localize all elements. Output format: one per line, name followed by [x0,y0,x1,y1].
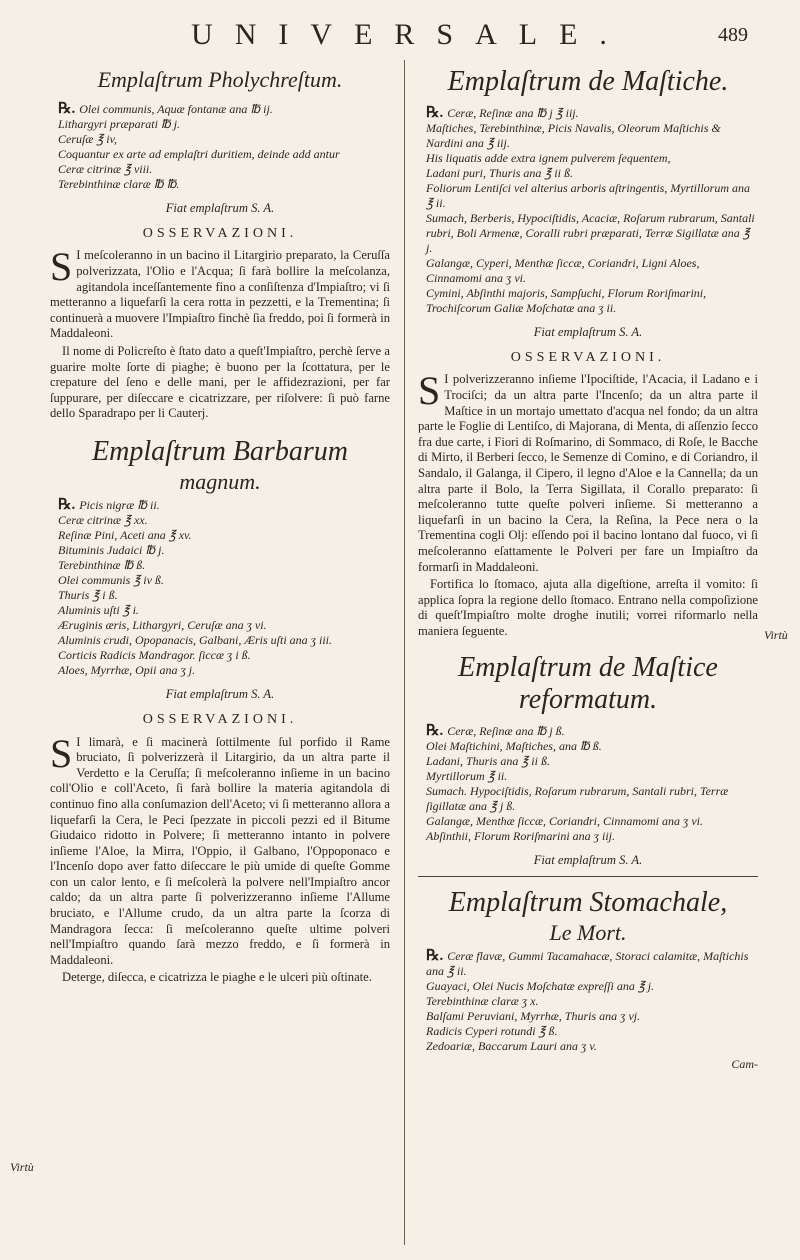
ingredient-line: Galangæ, Menthæ ſiccæ, Coriandri, Cinnamomi ana ʒ vi. [426,813,703,828]
ingredient-line: Ladani puri, Thuris ana ℥ ii ß. [426,166,573,180]
ingredient-line: Aluminis crudi, Opopanacis, Galbani, Æris uſti ana ʒ iii. [58,633,333,648]
drop-cap: S [418,368,441,414]
recipe-title: Emplaſtrum de Maſtiche. [447,66,729,97]
ingredient-line: Cymini, Abſinthi majoris, Sampſuchi, Florum Roriſmarini, Trochiſcorum Galiæ Moſchatæ ana ʒ ii. [426,286,707,315]
recipe-ingredients [418,106,758,316]
ingredient-line: Aloes, Myrrhæ, Opii ana ʒ j. [58,663,196,678]
paragraph: Fortifica lo ſtomaco, ajuta alla digeſtione, arreſta il vomito: ſi applica ſopra la regione dello ſtomaco. Entrano nella compoſizione di queſt'Impiaſtro molte droghe inutili; vorrei riformarlo nella maniera ſeguente. [418,577,758,638]
ingredient-line: Æruginis æris, Lithargyri, Ceruſæ ana ʒ vi. [58,618,267,633]
ingredient-line: Ceræ citrinæ ℥ viii. [58,162,153,176]
fiat-line: Fiat emplaſtrum S. A. [165,687,275,702]
recipe-ingredients [50,102,390,192]
ingredient-line: Sumach. Hypociſtidis, Roſarum rubrarum, Santali rubri, Terræ ſigillatæ ana ℥ j ß. [426,783,729,813]
ingredient-line: Galangæ, Cyperi, Menthæ ſiccæ, Coriandri, Ligni Aloes, Cinnamomi ana ʒ vi. [426,256,700,285]
ingredient-line: Myrtillorum ℥ ii. [426,768,508,783]
recipe-ingredients [418,949,758,1054]
recipe-ingredients [418,724,758,844]
ingredient-line: Aluminis uſti ℥ i. [58,603,139,618]
ingredient-line: Coquantur ex arte ad emplaſtri duritiem, deinde add antur [58,147,340,161]
recipe-title: Emplaſtrum Stomachale, [448,886,728,918]
ingredient-line: Terebinthinæ claræ ʒ x. [426,993,539,1008]
recipe-title: Emplaſtrum Barbarum [92,435,348,467]
ingredient-line: Bituminis Judaici ℔ j. [58,543,165,558]
ingredient-line: Ceræ citrinæ ℥ xx. [58,513,148,528]
fiat-line: Fiat emplaſtrum S. A. [533,852,643,867]
ingredient-line: Olei communis ℥ iv ß. [58,573,164,588]
ingredient-line: Radicis Cyperi rotundi ℥ ß. [426,1023,558,1038]
drop-cap: S [50,730,73,776]
recipe-symbol-icon: ℞. [58,497,76,514]
ingredient-line: Ceruſæ ℥ iv, [58,132,118,146]
ingredient-line: Zedoariæ, Baccarum Lauri ana ʒ v. [426,1038,597,1053]
fiat-line: Fiat emplaſtrum S. A. [165,201,275,215]
margin-note: Virtù [10,1160,34,1174]
ingredient-line: ℞. Ceræ, Reſinæ ana ℔ j ℥ iij. [426,105,579,121]
recipe-title: Emplaſtrum de Maſtice reformatum. [458,651,718,715]
ingredient-line: Thuris ℥ i ß. [58,588,118,603]
observations-heading: OSSERVAZIONI. [142,712,298,728]
observations-text: S I limarà, e ſi macinerà ſottilmente ſul porfido il Rame bruciato, ſi polverizzerà il Litargirio, da un altra parte il Verdetto e la Ceruſſa; ſi meſcoleranno inſieme in un bacino coll'Olio e coll'Aceto, ſi farà bollire la materia agitandola di continuo fino alla conſumazion dell'Aceto; vi ſi metteranno allora a liquefarſi la Cera, le Peci ſpezzate in piccoli pezzi ed il Bitume Giudaico ridotto in Polvere; ſi metteranno intanto in polvere inſieme l'Aloe, la Mirra, l'Oppio, il Galbano, l'Oppoponaco e l'Incenſo dopo aver fatto diſeccare le più umide di queſte Gomme con un calor lento, e ſi meſcolerà la polvere nell'Impiaſtro ancor caldo; da un altra parte ſi polverizzeranno inſieme l'Allume bruciato, e l'Allume crudo, da un altra parte la ſcorza di Mandragora ſecca: ſi meſcoleranno queſte ultime polveri nell'Impiaſtro quando ſarà mezzo freddo, e ſi formerà in Maddaleoni. Deterge, diſecca, e cicatrizza le piaghe e le ulceri più oſtinate. [50,730,390,985]
margin-note: Virtù [764,628,788,642]
paragraph: Il nome di Policreſto è ſtato dato a queſt'Impiaſtro, perchè ſerve a guarire molte ſorte di piaghe; è buono per la ſcottatura, per le crepature del ſeno e delle mani, per le affidezrazioni, per far ſuppurare, per diſeccare e cicatrizzare, per riſolvere: ſi può farne dello Sparadrapo per li Cauterj. [50,343,390,421]
ingredient-line: Corticis Radicis Mandragor. ſiccæ ʒ i ß. [58,648,251,663]
ingredient-line: Terebinthinæ ℔ ß. [58,558,146,573]
observations-text: S I polverizzeranno inſieme l'Ipociſtide, l'Acacia, il Ladano e i Trociſci; da un altra parte l'Incenſo; da un altra parte il Maſtice in un mortajo umettato d'acqua nel fondo; da un altra parte le Foglie di Lentiſco, di Majorana, di Menta, di aſſenzio ſecco fra due carte, i Fiori di Roſmarino, di Sommaco, di Roſe, le Bacche di Mirto, il Berberi ſecco, le Semenze di Comino, e di Coriandro, il Sandalo, il Galanga, il Cipero, il legno d'Aloe e la Cannella; da un altra parte il Bolo, la Terra Sigillata, il Corallo preparato: ſi meſcoleranno tutte queſte polveri inſieme. Si metteranno a liquefarſi in un bacino la Cera, la Reſina, la Pece nera o la Trementina cogli Olj: eſſendo poi il bacino lontano dal fuoco, vi ſi meſcoleranno eſattamente le Polveri per fare un Impiaſtro da formarſi in Maddaleoni. Fortifica lo ſtomaco, ajuta alla digeſtione, arreſta il vomito: ſi applica ſopra la regione dello ſtomaco. Entrano nella compoſizione di queſt'Impiaſtro molte droghe inutili; vorrei riformarlo nella maniera ſeguente. [418,368,758,638]
ingredient-line: Maſtiches, Terebinthinæ, Picis Navalis, Oleorum Maſtichis & Nardini ana ℥ iij. [426,121,721,150]
ingredient-line: Sumach, Berberis, Hypociſtidis, Acaciæ, Roſarum rubrarum, Santali rubri, Boli Armenæ, Coralli rubri præparati, Terræ Sigillatæ ana ℥ j. [426,211,755,255]
ingredient-line: Olei Maſtichini, Maſtiches, ana ℔ ß. [426,738,602,753]
recipe-symbol-icon: ℞. [58,101,76,117]
ingredient-line: Abſinthii, Florum Roriſmarini ana ʒ iij. [426,828,615,843]
section-rule [418,876,758,877]
right-column [418,60,758,1072]
recipe-ingredients [50,498,390,678]
ingredient-line: Balſami Peruviani, Myrrhæ, Thuris ana ʒ vj. [426,1008,641,1023]
ingredient-line: Terebinthinæ claræ ℔ ℔. [58,177,180,191]
column-divider [404,60,405,1245]
recipe-symbol-icon: ℞. [426,947,444,964]
page-number: 489 [718,24,748,46]
ingredient-line: Foliorum Lentiſci vel alterius arboris aſtringentis, Myrtillorum ana ℥ ii. [426,181,750,210]
fiat-line: Fiat emplaſtrum S. A. [533,325,643,339]
ingredient-line: ℞. Ceræ flavæ, Gummi Tacamahacæ, Storaci calamitæ, Maſtichis ana ℥ ii. [426,947,749,978]
ingredient-line: Guayaci, Olei Nucis Moſchatæ expreſſi ana ℥ j. [426,978,655,993]
ingredient-line: ℞. Picis nigræ ℔ ii. [58,497,160,514]
recipe-title: Emplaſtrum Pholychreſtum. [97,67,343,92]
ingredient-line: Lithargyri præparati ℔ j. [58,117,181,131]
recipe-subtitle: Le Mort. [549,919,627,945]
ingredient-line: His liquatis adde extra ignem pulverem ſequentem, [426,151,671,165]
observations-text: S I meſcoleranno in un bacino il Litargirio preparato, la Ceruſſa polverizzata, l'Olio e l'Acqua; ſi farà bollire la meſcolanza, agitandola inceſſantemente fino a conſiſtenza d'Impiaſtro; vi ſi metteranno a liquefarſi la cera rotta in pezzetti, e la Trementina; ſi continuerà a muovere l'Impiaſtro finchè ſia freddo, poi ſi formerà in Maddaleoni. Il nome di Policreſto è ſtato dato a queſt'Impiaſtro, perchè ſerve a guarire molte ſorte di piaghe; è buono per la ſcottatura, per le crepature del ſeno e delle mani, per le affidezrazioni, per far ſuppurare, per diſeccare e cicatrizzare, per riſolvere: ſi può farne dello Sparadrapo per li Cauterj. [50,244,390,421]
catchword: Cam- [731,1056,758,1071]
paragraph: Deterge, diſecca, e cicatrizza le piaghe e le ulceri più oſtinate. [62,970,372,985]
ingredient-line: ℞. Ceræ, Reſinæ ana ℔ j ß. [426,722,565,739]
recipe-symbol-icon: ℞. [426,105,444,121]
ingredient-line: Reſinæ Pini, Aceti ana ℥ xv. [58,528,192,543]
observations-heading: OSSERVAZIONI. [142,226,298,242]
recipe-subtitle: magnum. [179,468,261,494]
ingredient-line: ℞. Olei communis, Aquæ fontanæ ana ℔ ij. [58,101,273,117]
observations-heading: OSSERVAZIONI. [510,350,666,366]
ingredient-line: Ladani, Thuris ana ℥ ii ß. [426,753,550,768]
drop-cap: S [50,244,73,290]
recipe-symbol-icon: ℞. [426,722,444,739]
running-title: UNIVERSALE. [191,18,629,51]
left-column [50,60,390,988]
